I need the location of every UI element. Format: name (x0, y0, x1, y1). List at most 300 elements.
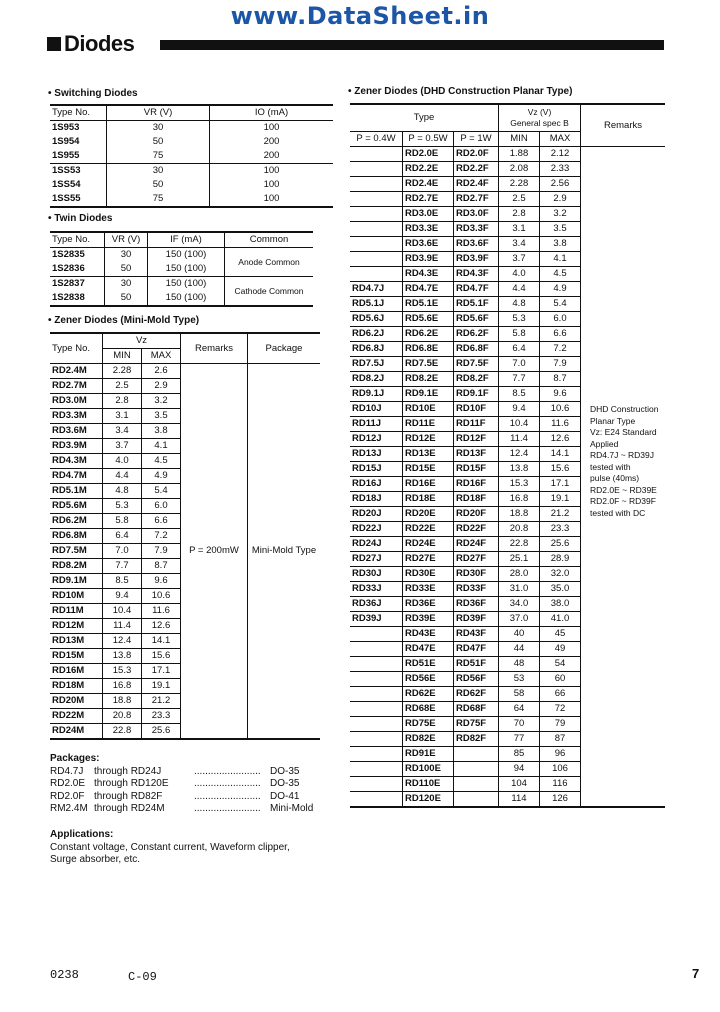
planar-p04: RD5.6J (350, 312, 403, 327)
planar-p05: RD13E (403, 447, 454, 462)
planar-p1: RD39F (454, 612, 499, 627)
table-row (50, 248, 313, 263)
planar-min: 2.5 (499, 192, 540, 207)
planar-p04: RD27J (350, 552, 403, 567)
planar-p04 (350, 717, 403, 732)
planar-p04: RD20J (350, 507, 403, 522)
twin-header-type: Type No. (52, 234, 91, 245)
mm-type: RD18M (50, 679, 103, 694)
planar-min: 37.0 (499, 612, 540, 627)
planar-min: 13.8 (499, 462, 540, 477)
planar-max: 23.3 (540, 522, 581, 537)
planar-min: 3.4 (499, 237, 540, 252)
planar-p05: RD22E (403, 522, 454, 537)
mm-max: 6.0 (142, 499, 181, 514)
planar-header-p05: P = 0.5W (403, 132, 454, 147)
mm-type: RD5.6M (50, 499, 103, 514)
package-type: Mini-Mold (270, 803, 314, 814)
planar-min: 104 (499, 777, 540, 792)
planar-p1: RD10F (454, 402, 499, 417)
planar-p1 (454, 747, 499, 762)
package-dots: ........................ (194, 803, 261, 814)
planar-header-remarks: Remarks (581, 104, 666, 147)
mm-min: 7.7 (103, 559, 142, 574)
mm-min: 13.8 (103, 649, 142, 664)
planar-p1: RD36F (454, 597, 499, 612)
mm-max: 17.1 (142, 664, 181, 679)
planar-max: 4.1 (540, 252, 581, 267)
planar-max: 2.9 (540, 192, 581, 207)
planar-p05: RD2.0E (403, 147, 454, 162)
planar-remark-line: tested with DC (590, 507, 646, 518)
planar-p04 (350, 252, 403, 267)
planar-p05: RD47E (403, 642, 454, 657)
planar-p1: RD51F (454, 657, 499, 672)
planar-p05: RD68E (403, 702, 454, 717)
package-from: RM2.4M (50, 803, 88, 814)
planar-p1 (454, 792, 499, 808)
mm-max: 4.9 (142, 469, 181, 484)
mm-max: 5.4 (142, 484, 181, 499)
mm-min: 3.1 (103, 409, 142, 424)
planar-max: 116 (540, 777, 581, 792)
planar-p1: RD3.6F (454, 237, 499, 252)
mm-type: RD4.3M (50, 454, 103, 469)
planar-p05: RD51E (403, 657, 454, 672)
planar-p05: RD120E (403, 792, 454, 808)
sw-type: 1S954 (52, 136, 80, 147)
planar-max: 49 (540, 642, 581, 657)
mm-max: 7.2 (142, 529, 181, 544)
planar-p05: RD11E (403, 417, 454, 432)
sw-io: 200 (210, 149, 334, 164)
planar-max: 5.4 (540, 297, 581, 312)
page-number: 7 (692, 966, 700, 981)
planar-p1: RD4.7F (454, 282, 499, 297)
planar-p05: RD3.3E (403, 222, 454, 237)
sw-header-vr: VR (V) (107, 105, 210, 121)
mm-min: 8.5 (103, 574, 142, 589)
planar-max: 6.6 (540, 327, 581, 342)
planar-p04: RD18J (350, 492, 403, 507)
planar-p04 (350, 657, 403, 672)
planar-min: 12.4 (499, 447, 540, 462)
mm-max: 10.6 (142, 589, 181, 604)
mm-min: 4.4 (103, 469, 142, 484)
mm-type: RD8.2M (50, 559, 103, 574)
planar-min: 58 (499, 687, 540, 702)
planar-p1: RD6.2F (454, 327, 499, 342)
planar-p05: RD5.6E (403, 312, 454, 327)
mm-min: 5.8 (103, 514, 142, 529)
mm-min: 2.8 (103, 394, 142, 409)
planar-max: 54 (540, 657, 581, 672)
planar-p1: RD62F (454, 687, 499, 702)
planar-max: 96 (540, 747, 581, 762)
package-from: RD2.0E (50, 778, 86, 789)
mm-min: 7.0 (103, 544, 142, 559)
planar-min: 2.8 (499, 207, 540, 222)
mm-max: 25.6 (142, 724, 181, 740)
mm-min: 6.4 (103, 529, 142, 544)
mm-header-min: MIN (103, 349, 142, 364)
sw-vr: 30 (107, 121, 210, 136)
package-from: RD4.7J (50, 765, 84, 777)
planar-p04: RD7.5J (350, 357, 403, 372)
mm-max: 19.1 (142, 679, 181, 694)
mm-min: 3.7 (103, 439, 142, 454)
sw-header-io: IO (mA) (210, 105, 334, 121)
mm-max: 15.6 (142, 649, 181, 664)
planar-remark-line: Vz: E24 Standard (590, 427, 657, 437)
mm-max: 3.5 (142, 409, 181, 424)
mm-type: RD13M (50, 634, 103, 649)
planar-p04: RD22J (350, 522, 403, 537)
planar-p05: RD4.3E (403, 267, 454, 282)
table-row (50, 135, 333, 149)
package-type: DO-35 (270, 765, 300, 777)
planar-max: 11.6 (540, 417, 581, 432)
planar-p04: RD39J (350, 612, 403, 627)
mm-type: RD6.2M (50, 514, 103, 529)
mm-type: RD10M (50, 589, 103, 604)
table-row (50, 178, 333, 192)
planar-p04 (350, 627, 403, 642)
planar-p04: RD9.1J (350, 387, 403, 402)
twin-header-vr: VR (V) (105, 232, 148, 248)
mm-min: 2.28 (103, 364, 142, 379)
planar-p04: RD6.2J (350, 327, 403, 342)
twin-title: • Twin Diodes (48, 213, 113, 224)
planar-p04 (350, 777, 403, 792)
table-row (50, 149, 333, 164)
planar-max: 14.1 (540, 447, 581, 462)
planar-min: 7.0 (499, 357, 540, 372)
package-from: RD2.0F (50, 790, 85, 802)
planar-p04: RD13J (350, 447, 403, 462)
sw-type: 1S955 (52, 150, 80, 161)
planar-p1: RD2.4F (454, 177, 499, 192)
package-line (50, 803, 340, 816)
planar-min: 20.8 (499, 522, 540, 537)
planar-p1: RD27F (454, 552, 499, 567)
planar-p04: RD6.8J (350, 342, 403, 357)
package-dots: ........................ (194, 778, 261, 789)
planar-p04: RD16J (350, 477, 403, 492)
mm-type: RD3.0M (50, 394, 103, 409)
planar-p1: RD16F (454, 477, 499, 492)
mm-max: 3.2 (142, 394, 181, 409)
planar-min: 5.8 (499, 327, 540, 342)
planar-remark-line: RD2.0F ~ RD39F (590, 496, 656, 506)
mm-max: 14.1 (142, 634, 181, 649)
planar-p1: RD7.5F (454, 357, 499, 372)
planar-p04: RD12J (350, 432, 403, 447)
planar-p05: RD75E (403, 717, 454, 732)
planar-p05: RD110E (403, 777, 454, 792)
planar-min: 1.88 (499, 147, 540, 162)
planar-min: 18.8 (499, 507, 540, 522)
planar-max: 32.0 (540, 567, 581, 582)
planar-p04 (350, 747, 403, 762)
planar-p05: RD30E (403, 567, 454, 582)
planar-p05: RD100E (403, 762, 454, 777)
planar-p1: RD56F (454, 672, 499, 687)
planar-min: 4.0 (499, 267, 540, 282)
planar-max: 12.6 (540, 432, 581, 447)
planar-max: 7.9 (540, 357, 581, 372)
mm-type: RD11M (50, 604, 103, 619)
planar-remark-line: RD2.0E ~ RD39E (590, 484, 657, 495)
planar-header-vz-label: Vz (V) (527, 107, 552, 117)
planar-p1: RD13F (454, 447, 499, 462)
twin-vr: 50 (105, 291, 148, 306)
sw-io: 100 (210, 192, 334, 207)
package-through: through RD82F (94, 790, 163, 802)
mm-min: 2.5 (103, 379, 142, 394)
planar-p05: RD2.7E (403, 192, 454, 207)
mm-max: 23.3 (142, 709, 181, 724)
sw-vr: 50 (107, 135, 210, 149)
package-dots: ........................ (194, 765, 261, 777)
planar-p04 (350, 762, 403, 777)
planar-remark-line: Applied (590, 438, 619, 449)
planar-min: 11.4 (499, 432, 540, 447)
planar-p1: RD18F (454, 492, 499, 507)
planar-p04: RD8.2J (350, 372, 403, 387)
planar-p04 (350, 672, 403, 687)
planar-p1: RD75F (454, 717, 499, 732)
planar-min: 44 (499, 642, 540, 657)
twin-if: 150 (100) (148, 291, 225, 306)
twin-header-if: IF (mA) (148, 232, 225, 248)
planar-p04 (350, 222, 403, 237)
planar-p04 (350, 192, 403, 207)
planar-p04 (350, 732, 403, 747)
sw-io: 100 (210, 164, 334, 179)
mm-type: RD3.3M (50, 409, 103, 424)
switching-title: • Switching Diodes (48, 88, 138, 99)
package-type: DO-35 (270, 778, 300, 789)
sw-vr: 30 (107, 164, 210, 179)
twin-header-common: Common (225, 232, 314, 248)
mm-min: 5.3 (103, 499, 142, 514)
planar-p05: RD16E (403, 477, 454, 492)
planar-p05: RD3.6E (403, 237, 454, 252)
table-row (50, 277, 313, 292)
sw-type: 1SS53 (52, 165, 81, 176)
planar-min: 15.3 (499, 477, 540, 492)
planar-header-vz (499, 104, 581, 132)
applications-title: Applications: (50, 829, 114, 840)
planar-max: 72 (540, 702, 581, 717)
planar-p05: RD33E (403, 582, 454, 597)
table-row (350, 147, 665, 162)
planar-max: 2.12 (540, 147, 581, 162)
planar-p1: RD2.2F (454, 162, 499, 177)
planar-min: 7.7 (499, 372, 540, 387)
twin-common: Cathode Common (225, 277, 314, 307)
mm-remarks: P = 200mW (181, 364, 248, 740)
mm-type: RD7.5M (50, 544, 103, 559)
planar-remark-line: RD4.7J ~ RD39J (590, 450, 655, 460)
planar-max: 19.1 (540, 492, 581, 507)
header-square-icon (47, 37, 61, 51)
planar-p05: RD9.1E (403, 387, 454, 402)
planar-p05: RD6.2E (403, 327, 454, 342)
minimold-table (50, 332, 320, 740)
planar-p05: RD15E (403, 462, 454, 477)
footer-code: 0238 (50, 968, 79, 982)
mm-type: RD4.7M (50, 469, 103, 484)
sw-vr: 75 (107, 149, 210, 164)
planar-remark-line: Planar Type (590, 415, 636, 426)
planar-p04 (350, 792, 403, 808)
planar-p04: RD24J (350, 537, 403, 552)
sw-io: 200 (210, 135, 334, 149)
planar-p04: RD15J (350, 462, 403, 477)
mm-type: RD2.4M (50, 364, 103, 379)
planar-min: 5.3 (499, 312, 540, 327)
planar-max: 3.2 (540, 207, 581, 222)
planar-remark-line: pulse (40ms) (590, 473, 640, 483)
planar-p1: RD20F (454, 507, 499, 522)
planar-max: 87 (540, 732, 581, 747)
planar-header-type: Type (413, 112, 435, 123)
planar-p1: RD68F (454, 702, 499, 717)
site-watermark[interactable]: www.DataSheet.in (230, 2, 490, 30)
planar-max: 126 (540, 792, 581, 808)
planar-p04 (350, 237, 403, 252)
planar-title: • Zener Diodes (DHD Construction Planar Type) (348, 86, 573, 97)
planar-p04: RD36J (350, 597, 403, 612)
table-row (50, 164, 333, 179)
mm-type: RD9.1M (50, 574, 103, 589)
planar-p04 (350, 177, 403, 192)
mm-max: 6.6 (142, 514, 181, 529)
package-line (50, 791, 340, 804)
mm-min: 15.3 (103, 664, 142, 679)
planar-p04 (350, 687, 403, 702)
planar-min: 31.0 (499, 582, 540, 597)
planar-max: 60 (540, 672, 581, 687)
packages-title: Packages: (50, 753, 100, 764)
planar-header-p04: P = 0.4W (356, 133, 396, 144)
footer-ref: C-09 (128, 970, 157, 984)
packages-block (50, 753, 340, 816)
mm-max: 2.6 (142, 364, 181, 379)
planar-p04: RD33J (350, 582, 403, 597)
planar-p05: RD18E (403, 492, 454, 507)
mm-max: 8.7 (142, 559, 181, 574)
mm-max: 9.6 (142, 574, 181, 589)
planar-p05: RD43E (403, 627, 454, 642)
planar-min: 16.8 (499, 492, 540, 507)
planar-min: 34.0 (499, 597, 540, 612)
twin-vr: 30 (105, 277, 148, 292)
planar-p04 (350, 207, 403, 222)
planar-min: 22.8 (499, 537, 540, 552)
planar-max: 106 (540, 762, 581, 777)
planar-p1: RD5.6F (454, 312, 499, 327)
planar-min: 10.4 (499, 417, 540, 432)
package-through: through RD24M (94, 803, 165, 814)
package-line (50, 766, 340, 779)
planar-p04: RD30J (350, 567, 403, 582)
planar-p1 (454, 762, 499, 777)
planar-header-p1: P = 1W (454, 132, 499, 147)
twin-if: 150 (100) (148, 248, 225, 263)
twin-common: Anode Common (225, 248, 314, 277)
planar-max: 8.7 (540, 372, 581, 387)
planar-max: 35.0 (540, 582, 581, 597)
mm-min: 18.8 (103, 694, 142, 709)
planar-max: 15.6 (540, 462, 581, 477)
applications-line: Surge absorber, etc. (50, 854, 141, 865)
twin-vr: 50 (105, 262, 148, 277)
planar-min: 28.0 (499, 567, 540, 582)
planar-max: 10.6 (540, 402, 581, 417)
planar-p05: RD20E (403, 507, 454, 522)
mm-max: 4.1 (142, 439, 181, 454)
planar-p05: RD3.0E (403, 207, 454, 222)
applications-line: Constant voltage, Constant current, Waveform clipper, (50, 841, 290, 853)
planar-p05: RD91E (403, 747, 454, 762)
planar-p05: RD82E (403, 732, 454, 747)
planar-p05: RD2.4E (403, 177, 454, 192)
planar-max: 6.0 (540, 312, 581, 327)
planar-p1: RD2.7F (454, 192, 499, 207)
planar-p05: RD2.2E (403, 162, 454, 177)
table-row (50, 364, 320, 379)
planar-p05: RD4.7E (403, 282, 454, 297)
sw-io: 100 (210, 178, 334, 192)
planar-remark-line: tested with (590, 461, 631, 472)
planar-min: 2.28 (499, 177, 540, 192)
planar-max: 41.0 (540, 612, 581, 627)
planar-p04: RD10J (350, 402, 403, 417)
planar-p05: RD6.8E (403, 342, 454, 357)
planar-p1 (454, 777, 499, 792)
mm-min: 10.4 (103, 604, 142, 619)
mm-type: RD3.9M (50, 439, 103, 454)
planar-p1: RD43F (454, 627, 499, 642)
planar-p1: RD12F (454, 432, 499, 447)
mm-min: 22.8 (103, 724, 142, 740)
planar-min: 70 (499, 717, 540, 732)
planar-p1: RD30F (454, 567, 499, 582)
planar-remark-line: DHD Construction (590, 404, 659, 414)
planar-p1: RD11F (454, 417, 499, 432)
planar-max: 3.5 (540, 222, 581, 237)
planar-p1: RD22F (454, 522, 499, 537)
sw-vr: 75 (107, 192, 210, 207)
mm-min: 9.4 (103, 589, 142, 604)
table-row (50, 121, 333, 136)
planar-min: 6.4 (499, 342, 540, 357)
planar-p04 (350, 267, 403, 282)
mm-min: 20.8 (103, 709, 142, 724)
twin-type: 1S2836 (52, 263, 85, 274)
planar-p04: RD5.1J (350, 297, 403, 312)
twin-type: 1S2835 (52, 249, 85, 260)
planar-p05: RD7.5E (403, 357, 454, 372)
planar-p1: RD9.1F (454, 387, 499, 402)
header-bar (160, 40, 664, 50)
mm-min: 4.0 (103, 454, 142, 469)
mm-header-vz: Vz (103, 333, 181, 349)
twin-if: 150 (100) (148, 277, 225, 292)
